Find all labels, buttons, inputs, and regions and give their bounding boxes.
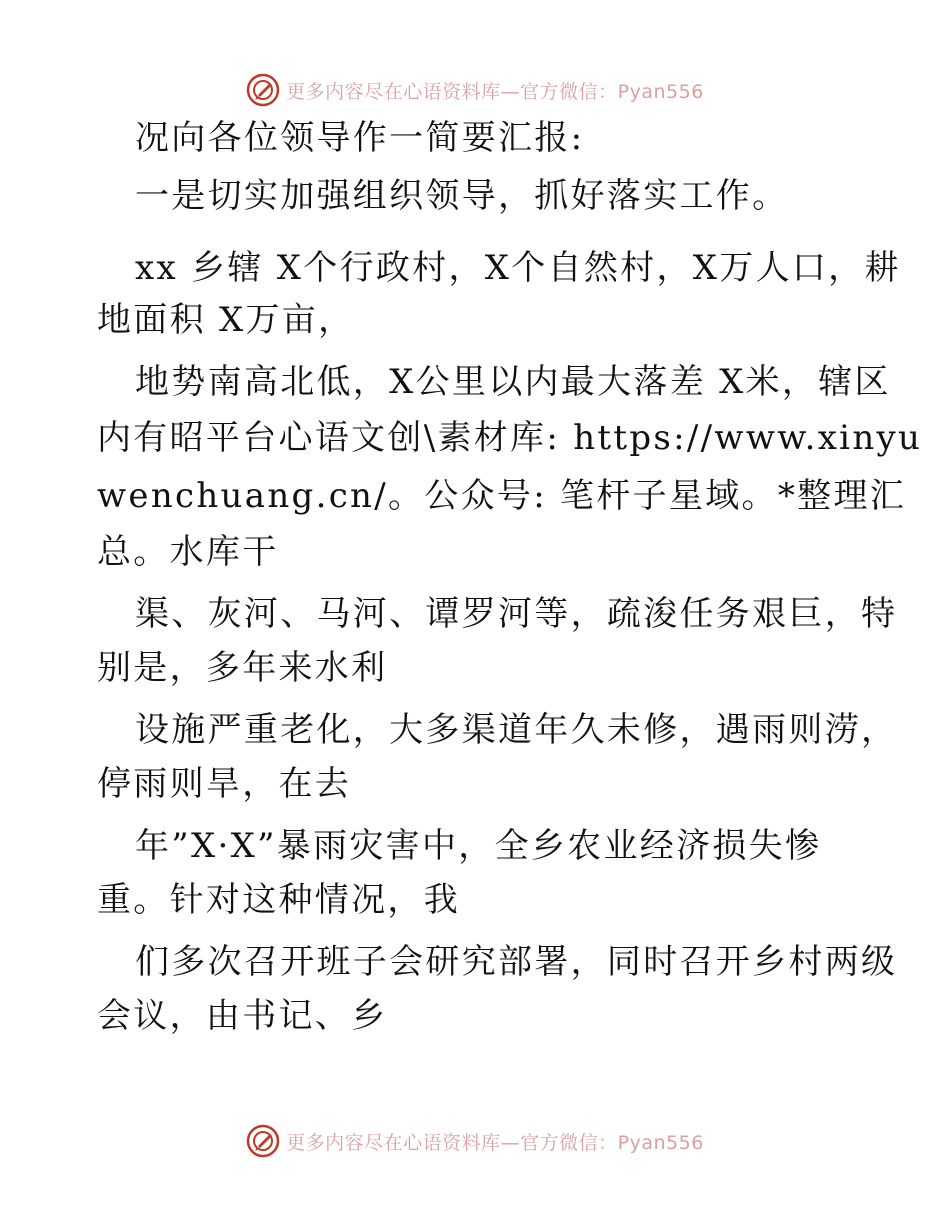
text-line: 别是，多年来水利 (97, 648, 388, 688)
text-line: 地面积 X万亩， (97, 300, 355, 340)
header-watermark-text: 更多内容尽在心语资料库—官方微信：Pyan556 (286, 80, 704, 103)
text-line: 们多次召开班子会研究部署，同时召开乡村两级 (135, 942, 898, 982)
text-line: 停雨则旱，在去 (97, 764, 352, 804)
footer-watermark-text: 更多内容尽在心语资料库—官方微信：Pyan556 (286, 1131, 704, 1154)
text-line: 年”X·X”暴雨灾害中，全乡农业经济损失惨 (135, 826, 822, 866)
text-line: 总。水库干 (97, 532, 279, 572)
text-line: 设施严重老化，大多渠道年久未修，遇雨则涝， (135, 710, 898, 750)
text-line: 会议，由书记、乡 (97, 996, 388, 1036)
text-line: 重。针对这种情况，我 (97, 880, 460, 920)
brand-logo-icon (246, 73, 280, 107)
text-line: 地势南高北低，X公里以内最大落差 X米，辖区 (135, 362, 891, 402)
text-line: 一是切实加强组织领导，抓好落实工作。 (135, 176, 789, 216)
brand-logo-icon (246, 1124, 280, 1158)
text-line: 内有昭平台心语文创\素材库: https://www.xinyu (97, 418, 923, 458)
text-line: xx 乡辖 X个行政村，X个自然村，X万人口，耕 (135, 248, 901, 288)
text-line: wenchuang.cn/。公众号: 笔杆子星域。*整理汇 (97, 476, 907, 516)
footer-watermark-banner (0, 1121, 950, 1161)
text-line: 况向各位领导作一简要汇报: (135, 118, 585, 158)
header-watermark-banner (0, 70, 950, 110)
text-line: 渠、灰河、马河、谭罗河等，疏浚任务艰巨，特 (135, 594, 898, 634)
